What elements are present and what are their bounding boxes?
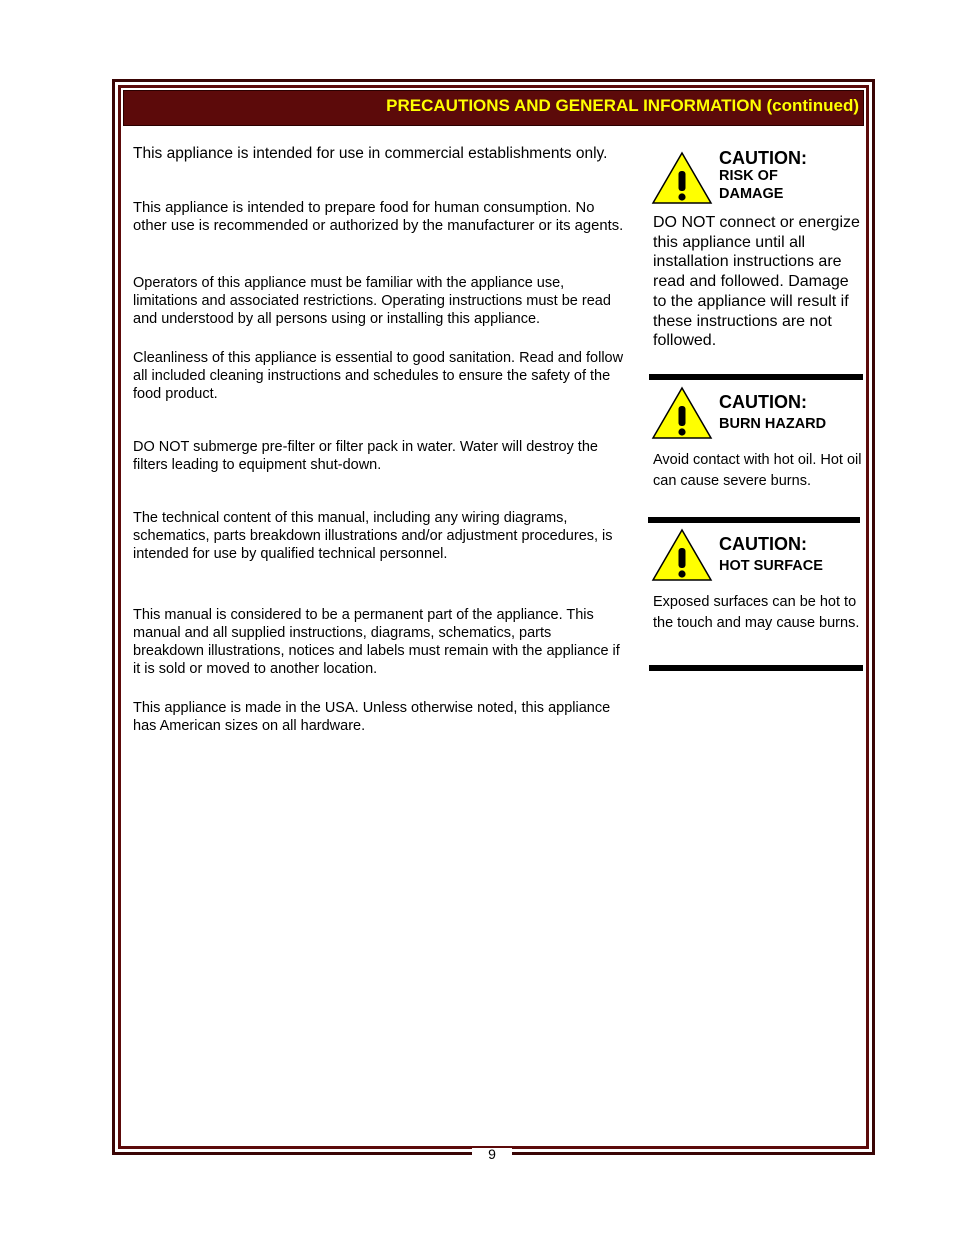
warning-triangle-icon [651,386,713,440]
caution-title: CAUTION: [719,534,807,554]
divider-rule [649,665,863,671]
paragraph-food-consumption: This appliance is intended to prepare food for human consumption. No other use is recommended or authorized by the manufacturer or its agents. [133,200,624,234]
caution-body: DO NOT connect or energize this appliance until all installation instructions are read and followed. Damage to the appliance will result if these instructions are not followed. [653,214,860,350]
paragraph-filter-warning: DO NOT submerge pre-filter or filter pack in water. Water will destroy the filters leading to equipment shut-down. [133,439,598,473]
warning-triangle-icon [651,151,713,205]
section-header-bar [123,90,864,126]
paragraph-operators: Operators of this appliance must be familiar with the appliance use, limitations and associated restrictions. Operating instructions must be read and understood by all persons using or installing this appliance. [133,275,611,327]
caution-title: CAUTION: [719,148,807,168]
paragraph-commercial-use: This appliance is intended for use in commercial establishments only. [133,145,608,162]
page-number: 9 [488,1146,496,1162]
caution-body: Exposed surfaces can be hot to the touch and may cause burns. [653,594,860,631]
divider-rule [649,374,863,380]
caution-title: CAUTION: [719,392,807,412]
paragraph-cleanliness: Cleanliness of this appliance is essential to good sanitation. Read and follow all included cleaning instructions and schedules to ensure the safety of the food product. [133,350,624,402]
paragraph-technical-content: The technical content of this manual, including any wiring diagrams, schematics, parts breakdown illustrations and/or adjustment procedures, is intended for use by qualified technical personnel. [133,510,613,562]
section-title: PRECAUTIONS AND GENERAL INFORMATION (continued) [386,96,859,115]
caution-subtitle: HOT SURFACE [719,558,823,574]
divider-rule [648,517,860,523]
caution-subtitle: RISK OF DAMAGE [719,168,784,202]
warning-triangle-icon [651,528,713,582]
caution-body: Avoid contact with hot oil. Hot oil can cause severe burns. [653,452,862,489]
paragraph-manual-permanent: This manual is considered to be a permanent part of the appliance. This manual and all supplied instructions, diagrams, schematics, parts breakdown illustrations, notices and labels must remain with the appliance if it is sold or moved to another location. [133,607,620,677]
paragraph-made-in-usa: This appliance is made in the USA. Unless otherwise noted, this appliance has American sizes on all hardware. [133,700,611,734]
caution-subtitle: BURN HAZARD [719,416,827,432]
